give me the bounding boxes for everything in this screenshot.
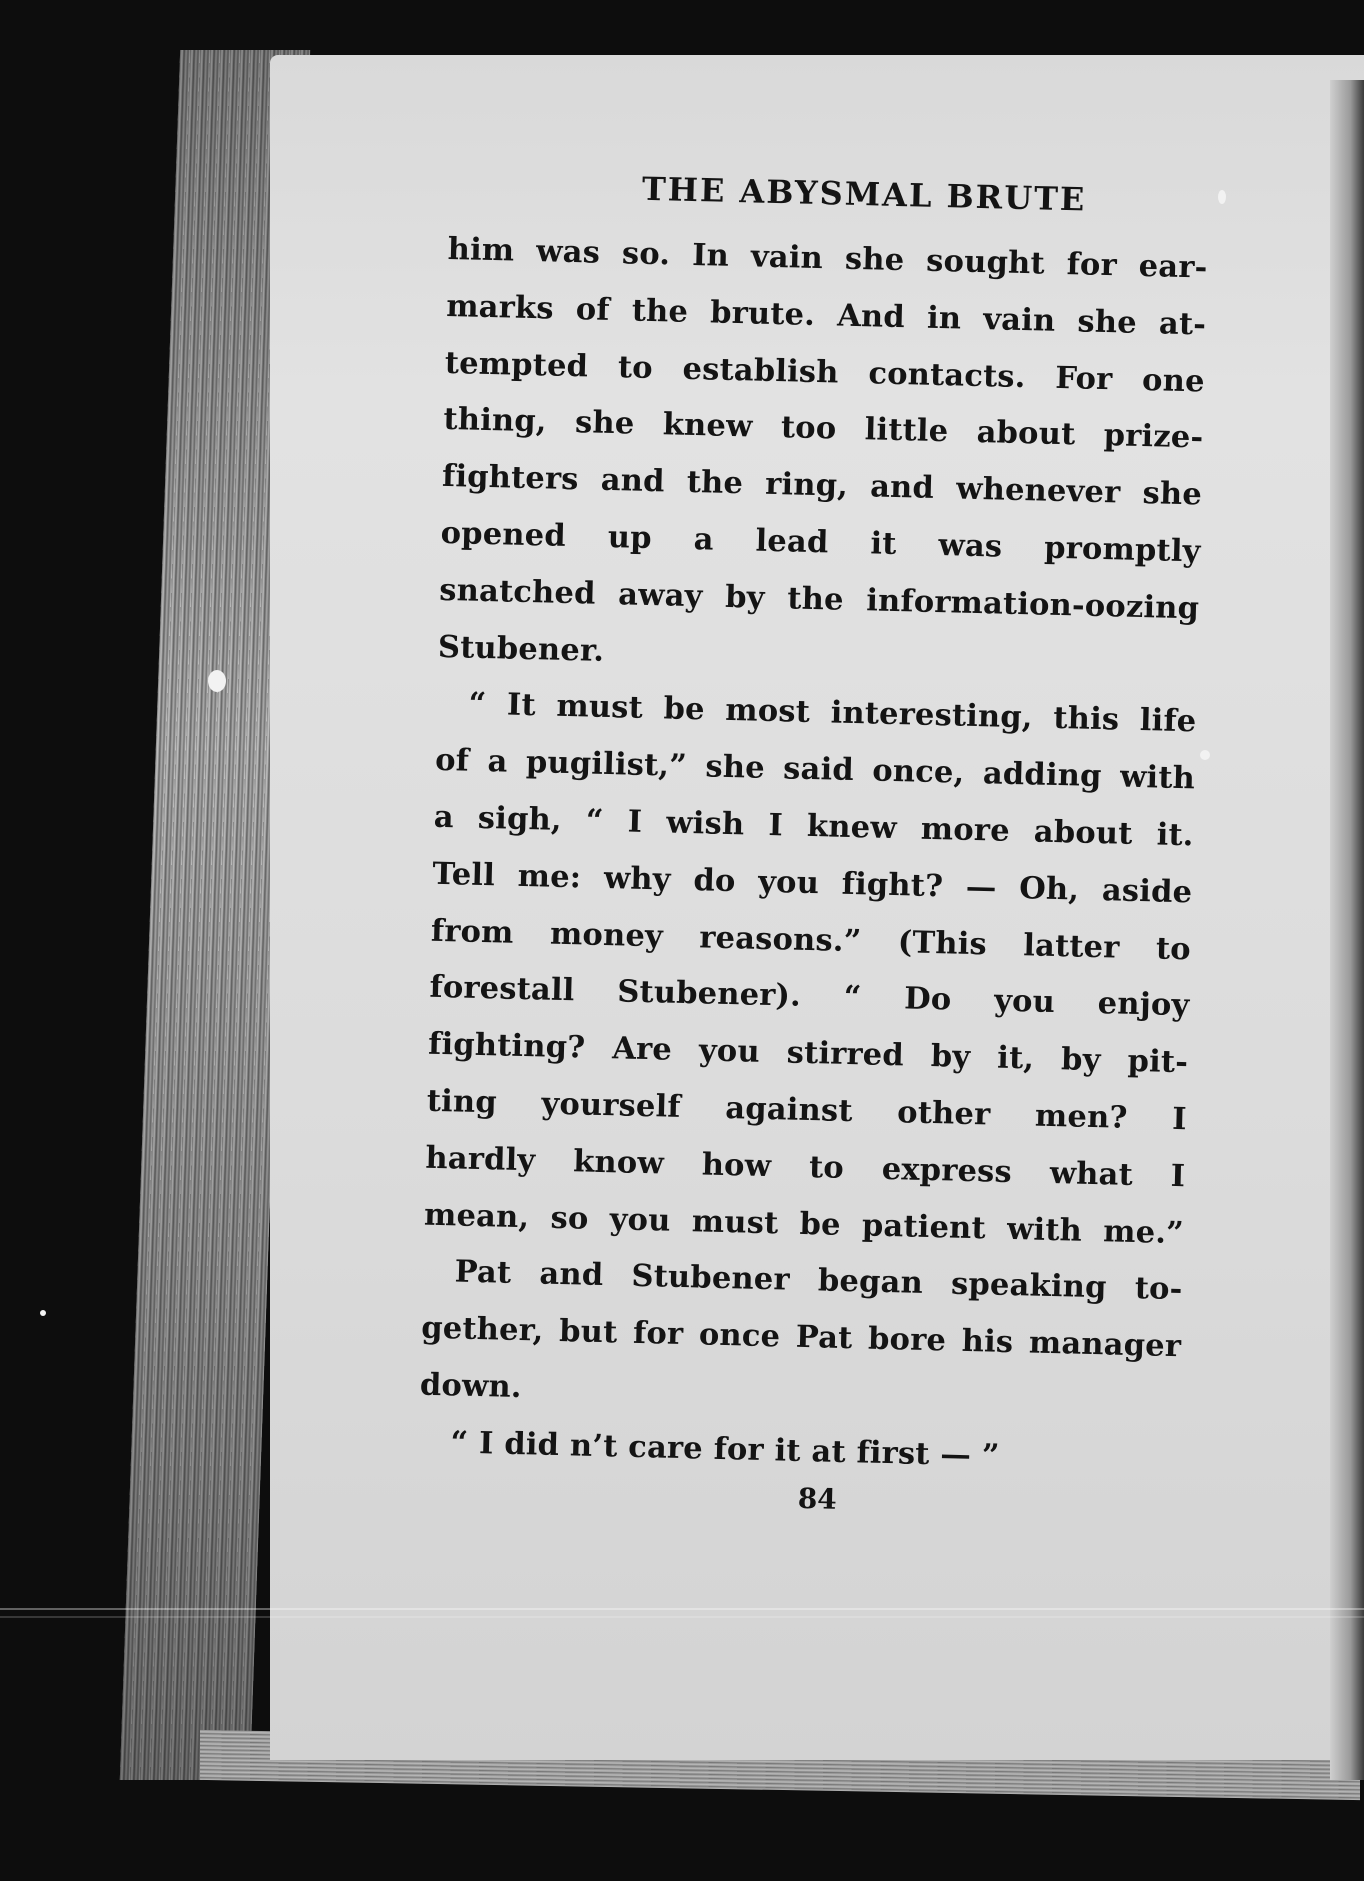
scan-speck	[1200, 750, 1210, 760]
text-line: a sigh, “ I wish I knew more about it.	[433, 798, 1195, 854]
text-line: snatched away by the information-oozing	[438, 571, 1200, 627]
text-line: marks of the brute. And in vain she at-	[445, 287, 1207, 343]
text-line: “ It must be most interesting, this life	[468, 685, 1197, 740]
scan-speck	[1218, 190, 1226, 204]
text-line: fighting? Are you stirred by it, by pit-	[427, 1025, 1189, 1081]
text-line: Pat and Stubener began speaking to-	[454, 1253, 1183, 1308]
body-text	[418, 221, 1208, 1489]
scan-scratch-line	[0, 1616, 1364, 1618]
text-line: Stubener.	[437, 628, 605, 669]
text-line: fighters and the ring, and whenever she	[441, 458, 1203, 513]
page-number: 84	[797, 1481, 838, 1516]
text-line: hardly know how to express what I	[425, 1139, 1186, 1195]
text-line: mean, so you must be patient with me.”	[423, 1196, 1185, 1251]
scan-speck	[40, 1310, 46, 1316]
text-line: Tell me: why do you fight? — Oh, aside	[431, 855, 1193, 911]
printed-text-block	[417, 155, 1210, 1524]
text-line: “ I did n’t care for it at first — ”	[450, 1424, 1001, 1474]
text-line: from money reasons.” (This latter to	[430, 912, 1192, 967]
text-line: down.	[419, 1366, 523, 1406]
text-line: thing, she knew too little about prize-	[443, 401, 1204, 456]
binding-gutter	[1330, 80, 1364, 1780]
text-line: him was so. In vain she sought for ear-	[447, 230, 1208, 286]
text-line: ting yourself against other men? I	[426, 1082, 1188, 1138]
text-line: forestall Stubener). “ Do you enjoy	[429, 969, 1190, 1024]
text-line: of a pugilist,” she said once, adding with	[434, 741, 1196, 797]
text-line: gether, but for once Pat bore his manager	[420, 1309, 1182, 1365]
running-head: THE ABYSMAL BRUTE	[641, 169, 1087, 219]
text-line: opened up a lead it was promptly	[440, 514, 1201, 570]
text-line: tempted to establish contacts. For one	[444, 344, 1206, 400]
scan-scratch-line	[0, 1608, 1364, 1610]
scan-speck	[208, 670, 226, 692]
